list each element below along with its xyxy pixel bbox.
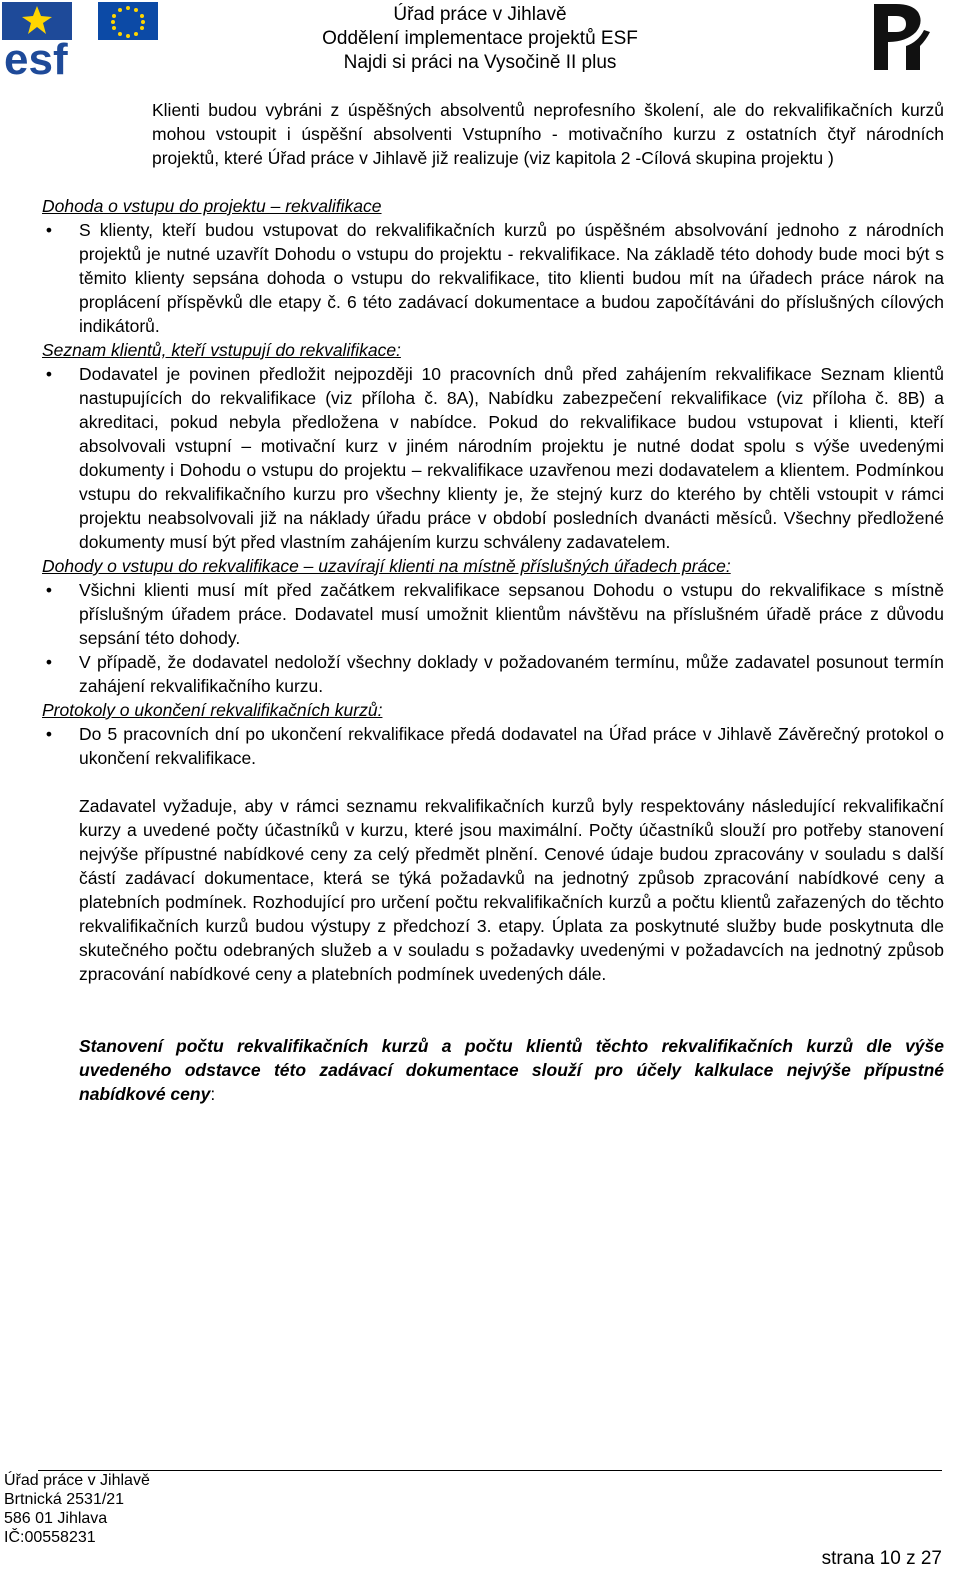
bullet-icon: • — [45, 724, 53, 744]
footer-line-4: IČ:00558231 — [4, 1529, 96, 1546]
bullet-icon: • — [45, 652, 53, 672]
bullet-icon: • — [45, 364, 53, 384]
page-footer — [4, 1471, 150, 1547]
closing-statement: Stanovení počtu rekvalifikačních kurzů a počtu klientů těchto rekvalifikačních kurzů dle výše uvedeného odstavce této zadávací dokumentace slouží pro účely kalkulace nejvýše přípustné nabídkové ceny: — [79, 1036, 944, 1104]
footer-line-1: Úřad práce v Jihlavě — [4, 1472, 150, 1489]
footer-line-2: Brtnická 2531/21 — [4, 1491, 125, 1508]
header-line-2: Oddělení implementace projektů ESF — [322, 28, 638, 49]
section4-list — [42, 722, 944, 770]
document-body — [42, 98, 944, 1106]
section2-list — [42, 362, 944, 554]
list-item: • Do 5 pracovních dní po ukončení rekvalifikace předá dodavatel na Úřad práce v Jihlavě Závěrečný protokol o ukončení rekvalifikace. — [42, 722, 944, 770]
page-header — [0, 0, 960, 80]
section-heading-dohoda-vstup-projekt: Dohoda o vstupu do projektu – rekvalifikace — [42, 196, 382, 216]
list-item: • S klienty, kteří budou vstupovat do rekvalifikačních kurzů po úspěšném absolvování jednoho z národních projektů je nutné uzavřít Dohodu o vstupu do projektu - rekvalifikace. Na základě této dohody bude moci být s těmito klienty sepsána dohoda o vstupu do rekvalifikace, tito klienti budou mít na úřadech práce nárok na proplácení příspěvků dle etapy č. 6 této zadávací dokumentace a budou započítáváni do příslušných cílových indikátorů. — [42, 218, 944, 338]
intro-paragraph: Klienti budou vybráni z úspěšných absolventů neprofesního školení, ale do rekvalifikačních kurzů mohou vstoupit i úspěšní absolventi Vstupního - motivačního kurzu z ostatních čtyř národních projektů, které Úřad práce v Jihlavě již realizuje (viz kapitola 2 -Cílová skupina projektu ) — [152, 100, 944, 168]
header-title-block — [230, 3, 730, 75]
section-heading-dohody-rekvalifikace: Dohody o vstupu do rekvalifikace – uzavírají klienti na místně příslušných úřadech práce: — [42, 556, 731, 576]
requirements-paragraph: Zadavatel vyžaduje, aby v rámci seznamu rekvalifikačních kurzů byly respektovány následující rekvalifikační kurzy a uvedené počty účastníků v kurzu, které jsou maximální. Počty účastníků slouží pro potřeby stanovení nejvýše přípustné nabídkové ceny za celý předmět plnění. Cenové údaje budou zpracovány v souladu s další částí zadávací dokumentace, která se týká požadavků na jednotný způsob zpracování nabídkové ceny a platebních podmínek. Rozhodující pro určení počtu rekvalifikačních kurzů a počtu klientů zařazených do těchto rekvalifikačních kurzů budou výstupy z předchozí 3. etapy. Úplata za poskytnuté služby bude poskytnuta dle skutečného počtu odebraných služeb a v souladu s požadavky uvedenými v požadavcích na jednotný způsob zpracování nabídkové ceny a platebních podmínek uvedených dále. — [79, 796, 944, 984]
section-heading-seznam-klientu: Seznam klientů, kteří vstupují do rekvalifikace: — [42, 340, 401, 360]
list-item: • Všichni klienti musí mít před začátkem rekvalifikace sepsanou Dohodu o vstupu do rekvalifikace s místně příslušným úřadem práce. Dodavatel musí umožnit klientům návštěvu na příslušném úřadě práce z důvodu sepsání této dohody. — [42, 578, 944, 650]
footer-line-3: 586 01 Jihlava — [4, 1510, 108, 1527]
header-line-1: Úřad práce v Jihlavě — [393, 4, 567, 25]
footer-divider — [38, 1470, 942, 1471]
section1-list — [42, 218, 944, 338]
header-line-3: Najdi si práci na Vysočině II plus — [343, 52, 617, 73]
section-heading-protokoly: Protokoly o ukončení rekvalifikačních kurzů: — [42, 700, 383, 720]
bullet-icon: • — [45, 220, 53, 240]
esf-eu-logo — [2, 2, 158, 78]
svg-text:esf: esf — [4, 35, 68, 78]
bullet-icon: • — [45, 580, 53, 600]
page-number: strana 10 z 27 — [821, 1548, 942, 1569]
list-item: • Dodavatel je povinen předložit nejpozději 10 pracovních dnů před zahájením rekvalifikace Seznam klientů nastupujících do rekvalifikace (viz příloha č. 8A), Nabídku zabezpečení rekvalifikace (viz příloha č. 8B) a akreditaci, pokud nebyla předložena v nabídce. Pokud do rekvalifikace budou vstupovat i klienti, kteří absolvovali vstupní – motivační kurz v jiném národním projektu je nutné dodat spolu s výše uvedenými dokumenty i Dohodu o vstupu do projektu – rekvalifikace uzavřenou mezi dodavatelem a klientem. Podmínkou vstupu do rekvalifikačního kurzu pro všechny klienty je, že stejný kurz do kterého by chtěli vstoupit v rámci projektu neabsolvovali již na náklady úřadu práce v období posledních dvanácti měsíců. Všechny předložené dokumenty musí být před vlastním zahájením kurzu schváleny zadavatelem. — [42, 362, 944, 554]
list-item: • V případě, že dodavatel nedoloží všechny doklady v požadovaném termínu, může zadavatel posunout termín zahájení rekvalifikačního kurzu. — [42, 650, 944, 698]
section3-list — [42, 578, 944, 698]
urad-prace-logo — [866, 2, 936, 74]
